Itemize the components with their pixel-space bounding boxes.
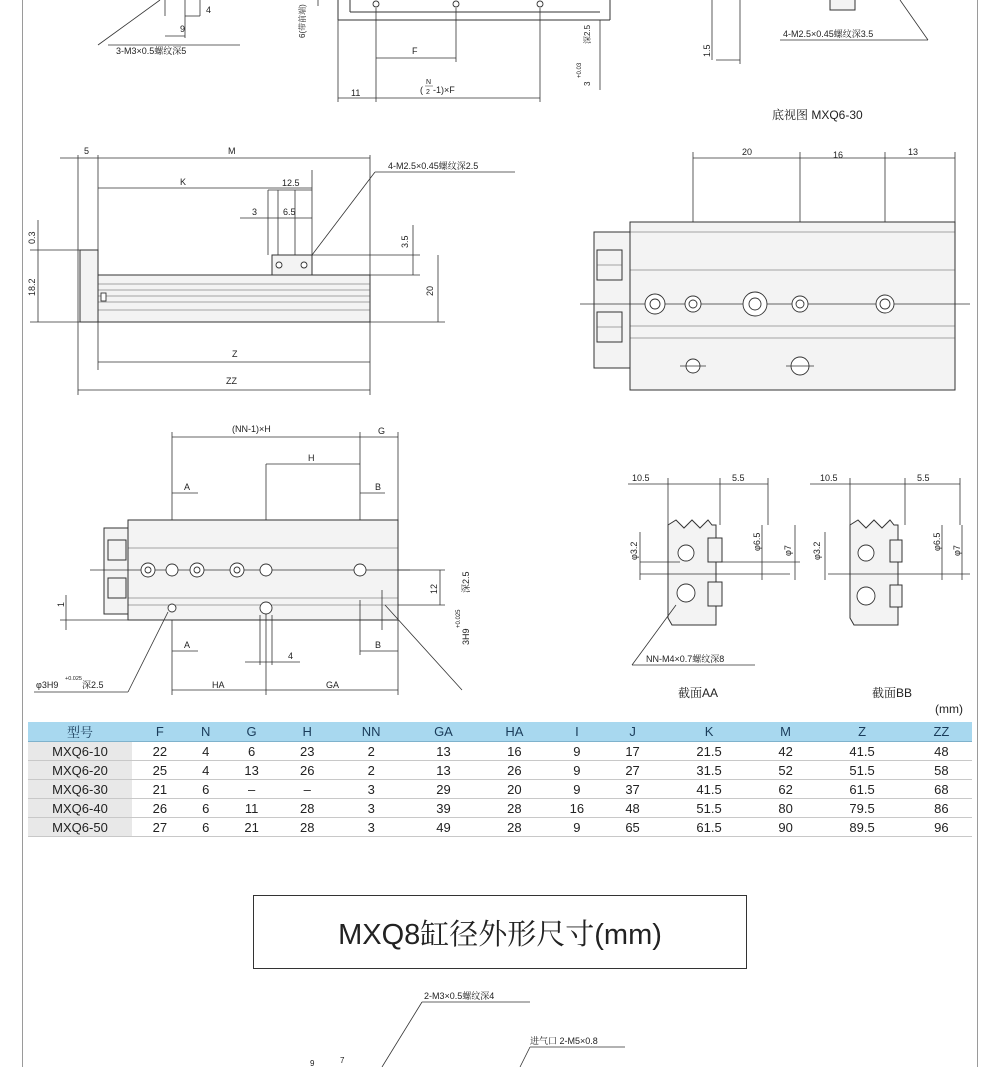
table-row bbox=[28, 818, 972, 837]
table-cell: 65 bbox=[605, 818, 661, 837]
bottom-port-label: 进气口 2-M5×0.8 bbox=[530, 1036, 598, 1046]
table-cell: 61.5 bbox=[660, 818, 757, 837]
bb-dim-10-5: 10.5 bbox=[820, 473, 838, 483]
bottom-partial-7: 7 bbox=[340, 1056, 345, 1065]
table-cell: 4 bbox=[188, 761, 224, 780]
dim-B-top: B bbox=[375, 482, 382, 492]
model-cell: MXQ6-40 bbox=[28, 799, 132, 818]
header-cell: I bbox=[549, 722, 605, 742]
model-cell: MXQ6-10 bbox=[28, 742, 132, 761]
bv-dim-13: 13 bbox=[908, 147, 919, 157]
table-cell: 96 bbox=[911, 818, 972, 837]
table-cell: 48 bbox=[911, 742, 972, 761]
dim-4-front: 4 bbox=[288, 651, 294, 661]
dim-9: 9 bbox=[180, 24, 186, 34]
table-cell: 42 bbox=[758, 742, 814, 761]
section-title: MXQ8缸径外形尺寸(mm) bbox=[338, 918, 662, 951]
table-cell: 3 bbox=[335, 818, 407, 837]
top-right-fragment bbox=[772, 0, 928, 122]
table-cell: 6 bbox=[188, 818, 224, 837]
section-aa bbox=[628, 473, 800, 700]
dim-1-5: 1.5 bbox=[702, 44, 712, 57]
table-cell: 52 bbox=[758, 761, 814, 780]
table-cell: 41.5 bbox=[660, 780, 757, 799]
formula-suffix: -1)×F bbox=[433, 85, 455, 95]
table-cell: 17 bbox=[605, 742, 661, 761]
formula-den: 2 bbox=[426, 89, 430, 96]
table-cell: 27 bbox=[132, 818, 188, 837]
header-cell: G bbox=[224, 722, 280, 742]
header-cell: GA bbox=[407, 722, 479, 742]
dim-G: G bbox=[378, 426, 386, 436]
aa-dim-10-5: 10.5 bbox=[632, 473, 650, 483]
table-cell: 51.5 bbox=[813, 761, 910, 780]
table-cell: 27 bbox=[605, 761, 661, 780]
header-cell: H bbox=[279, 722, 335, 742]
dim-5: 5 bbox=[84, 146, 90, 156]
dim-Z: Z bbox=[232, 349, 238, 359]
table-cell: 49 bbox=[407, 818, 479, 837]
hole-label-front-tol: +0.025 bbox=[65, 676, 82, 682]
table-cell: 68 bbox=[911, 780, 972, 799]
table-cell: 9 bbox=[549, 780, 605, 799]
dim-M: M bbox=[228, 146, 236, 156]
dim-3-5: 3.5 bbox=[400, 235, 410, 248]
header-cell: J bbox=[605, 722, 661, 742]
table-cell: 13 bbox=[224, 761, 280, 780]
table-header-row bbox=[28, 722, 972, 742]
dimension-table bbox=[28, 722, 972, 837]
dim-B-bottom: B bbox=[375, 640, 382, 650]
table-cell: 6 bbox=[188, 780, 224, 799]
thread-label-top-right: 4-M2.5×0.45螺纹深3.5 bbox=[783, 29, 874, 39]
header-cell: HA bbox=[480, 722, 549, 742]
aa-thread-label: NN-M4×0.7螺纹深8 bbox=[646, 654, 725, 664]
table-cell: 37 bbox=[605, 780, 661, 799]
dim-6-5: 6.5 bbox=[283, 207, 296, 217]
bv-dim-16: 16 bbox=[833, 150, 844, 160]
dim-depth-suffix: 深2.5 bbox=[583, 24, 592, 44]
hole-label-front: φ3H9 bbox=[36, 680, 59, 690]
table-cell: 48 bbox=[605, 799, 661, 818]
section-title-box bbox=[253, 895, 747, 969]
header-cell: NN bbox=[335, 722, 407, 742]
table-cell: 11 bbox=[224, 799, 280, 818]
dim-H: H bbox=[308, 453, 315, 463]
table-cell: 16 bbox=[480, 742, 549, 761]
table-row bbox=[28, 799, 972, 818]
table-cell: 58 bbox=[911, 761, 972, 780]
table-cell: 26 bbox=[132, 799, 188, 818]
dim-3h9-tol: +0.025 bbox=[456, 609, 462, 628]
table-cell: 28 bbox=[480, 799, 549, 818]
dim-A-top: A bbox=[184, 482, 191, 492]
bb-phi-6-5: φ6.5 bbox=[932, 532, 942, 551]
header-cell: M bbox=[758, 722, 814, 742]
bb-phi-3-2: φ3.2 bbox=[812, 541, 822, 560]
dim-depth-3: 3 bbox=[583, 81, 592, 86]
bb-dim-5-5: 5.5 bbox=[917, 473, 930, 483]
table-cell: 62 bbox=[758, 780, 814, 799]
bv-dim-20: 20 bbox=[742, 147, 753, 157]
dim-3h9: 3H9 bbox=[461, 628, 471, 645]
table-cell: 21 bbox=[132, 780, 188, 799]
top-left-fragment bbox=[98, 0, 240, 56]
table-cell: 2 bbox=[335, 761, 407, 780]
table-row bbox=[28, 780, 972, 799]
table-cell: 31.5 bbox=[660, 761, 757, 780]
section-aa-title: 截面AA bbox=[678, 686, 719, 700]
table-cell: 51.5 bbox=[660, 799, 757, 818]
aa-dim-5-5: 5.5 bbox=[732, 473, 745, 483]
table-cell: 4 bbox=[188, 742, 224, 761]
section-bb bbox=[810, 473, 970, 700]
dim-3h9-suffix: 深2.5 bbox=[461, 571, 471, 593]
bb-phi-7: φ7 bbox=[952, 545, 962, 556]
formula-num: N bbox=[426, 79, 432, 86]
table-cell: 41.5 bbox=[813, 742, 910, 761]
table-cell: 6 bbox=[188, 799, 224, 818]
bottom-partial-drawing bbox=[0, 975, 1000, 1067]
header-cell: Z bbox=[813, 722, 910, 742]
table-cell: 28 bbox=[279, 818, 335, 837]
dim-18-2: 18.2 bbox=[27, 278, 37, 296]
dim-3: 3 bbox=[252, 207, 258, 217]
dim-12-5: 12.5 bbox=[282, 178, 300, 188]
table-cell: 3 bbox=[335, 780, 407, 799]
table-cell: 9 bbox=[549, 761, 605, 780]
table-cell: 86 bbox=[911, 799, 972, 818]
table-cell: 26 bbox=[480, 761, 549, 780]
table-cell: 13 bbox=[407, 761, 479, 780]
bottom-thread-label: 2-M3×0.5螺纹深4 bbox=[424, 991, 495, 1001]
side-view bbox=[27, 146, 515, 395]
table-cell: 3 bbox=[335, 799, 407, 818]
table-cell: 6 bbox=[224, 742, 280, 761]
dim-20: 20 bbox=[425, 285, 435, 296]
table-cell: 13 bbox=[407, 742, 479, 761]
table-cell: 39 bbox=[407, 799, 479, 818]
table-cell: 29 bbox=[407, 780, 479, 799]
thread-label-top-left: 3-M3×0.5螺纹深5 bbox=[116, 46, 187, 56]
dim-0-3: 0.3 bbox=[27, 231, 37, 244]
bottom-view-title: 底视图 MXQ6-30 bbox=[772, 108, 863, 122]
model-cell: MXQ6-50 bbox=[28, 818, 132, 837]
top-center-fragment bbox=[297, 0, 740, 102]
model-cell: MXQ6-30 bbox=[28, 780, 132, 799]
table-cell: 80 bbox=[758, 799, 814, 818]
front-view bbox=[34, 424, 471, 695]
header-cell: N bbox=[188, 722, 224, 742]
table-cell: 21.5 bbox=[660, 742, 757, 761]
table-cell: 25 bbox=[132, 761, 188, 780]
table-cell: 16 bbox=[549, 799, 605, 818]
dim-GA: GA bbox=[326, 680, 340, 690]
bottom-partial-9: 9 bbox=[310, 1059, 315, 1067]
table-cell: – bbox=[279, 780, 335, 799]
table-cell: – bbox=[224, 780, 280, 799]
thread-label-side: 4-M2.5×0.45螺纹深2.5 bbox=[388, 161, 479, 171]
model-cell: MXQ6-20 bbox=[28, 761, 132, 780]
dim-HA: HA bbox=[212, 680, 225, 690]
dim-12: 12 bbox=[429, 583, 439, 594]
header-cell: F bbox=[132, 722, 188, 742]
table-cell: 89.5 bbox=[813, 818, 910, 837]
header-cell: ZZ bbox=[911, 722, 972, 742]
table-unit: (mm) bbox=[935, 702, 963, 716]
table-cell: 22 bbox=[132, 742, 188, 761]
table-cell: 20 bbox=[480, 780, 549, 799]
dim-ZZ: ZZ bbox=[226, 376, 237, 386]
dim-F: F bbox=[412, 46, 418, 56]
dim-1: 1 bbox=[56, 601, 66, 607]
table-cell: 9 bbox=[549, 818, 605, 837]
bottom-view bbox=[580, 147, 970, 390]
table-cell: 2 bbox=[335, 742, 407, 761]
formula-prefix: ( bbox=[420, 85, 423, 95]
aa-phi-3-2: φ3.2 bbox=[629, 541, 639, 560]
dim-4: 4 bbox=[206, 5, 212, 15]
dim-depth-tol: +0.03 bbox=[577, 62, 583, 78]
dim-A-bottom: A bbox=[184, 640, 191, 650]
dim-K: K bbox=[180, 177, 187, 187]
table-cell: 79.5 bbox=[813, 799, 910, 818]
table-cell: 26 bbox=[279, 761, 335, 780]
table-cell: 21 bbox=[224, 818, 280, 837]
dim-11: 11 bbox=[351, 88, 361, 98]
header-cell: K bbox=[660, 722, 757, 742]
aa-phi-7: φ7 bbox=[783, 545, 793, 556]
table-row bbox=[28, 742, 972, 761]
table-cell: 90 bbox=[758, 818, 814, 837]
vertical-dim-text: 6(带前端) bbox=[298, 4, 307, 38]
table-cell: 28 bbox=[279, 799, 335, 818]
table-row bbox=[28, 761, 972, 780]
header-cell: 型号 bbox=[28, 722, 132, 742]
hole-label-front-suffix: 深2.5 bbox=[82, 680, 104, 690]
table-cell: 9 bbox=[549, 742, 605, 761]
section-bb-title: 截面BB bbox=[872, 686, 913, 700]
table-cell: 28 bbox=[480, 818, 549, 837]
dim-nn-h: (NN-1)×H bbox=[232, 424, 271, 434]
aa-phi-6-5: φ6.5 bbox=[752, 532, 762, 551]
table-cell: 23 bbox=[279, 742, 335, 761]
table-cell: 61.5 bbox=[813, 780, 910, 799]
table-body bbox=[28, 742, 972, 837]
